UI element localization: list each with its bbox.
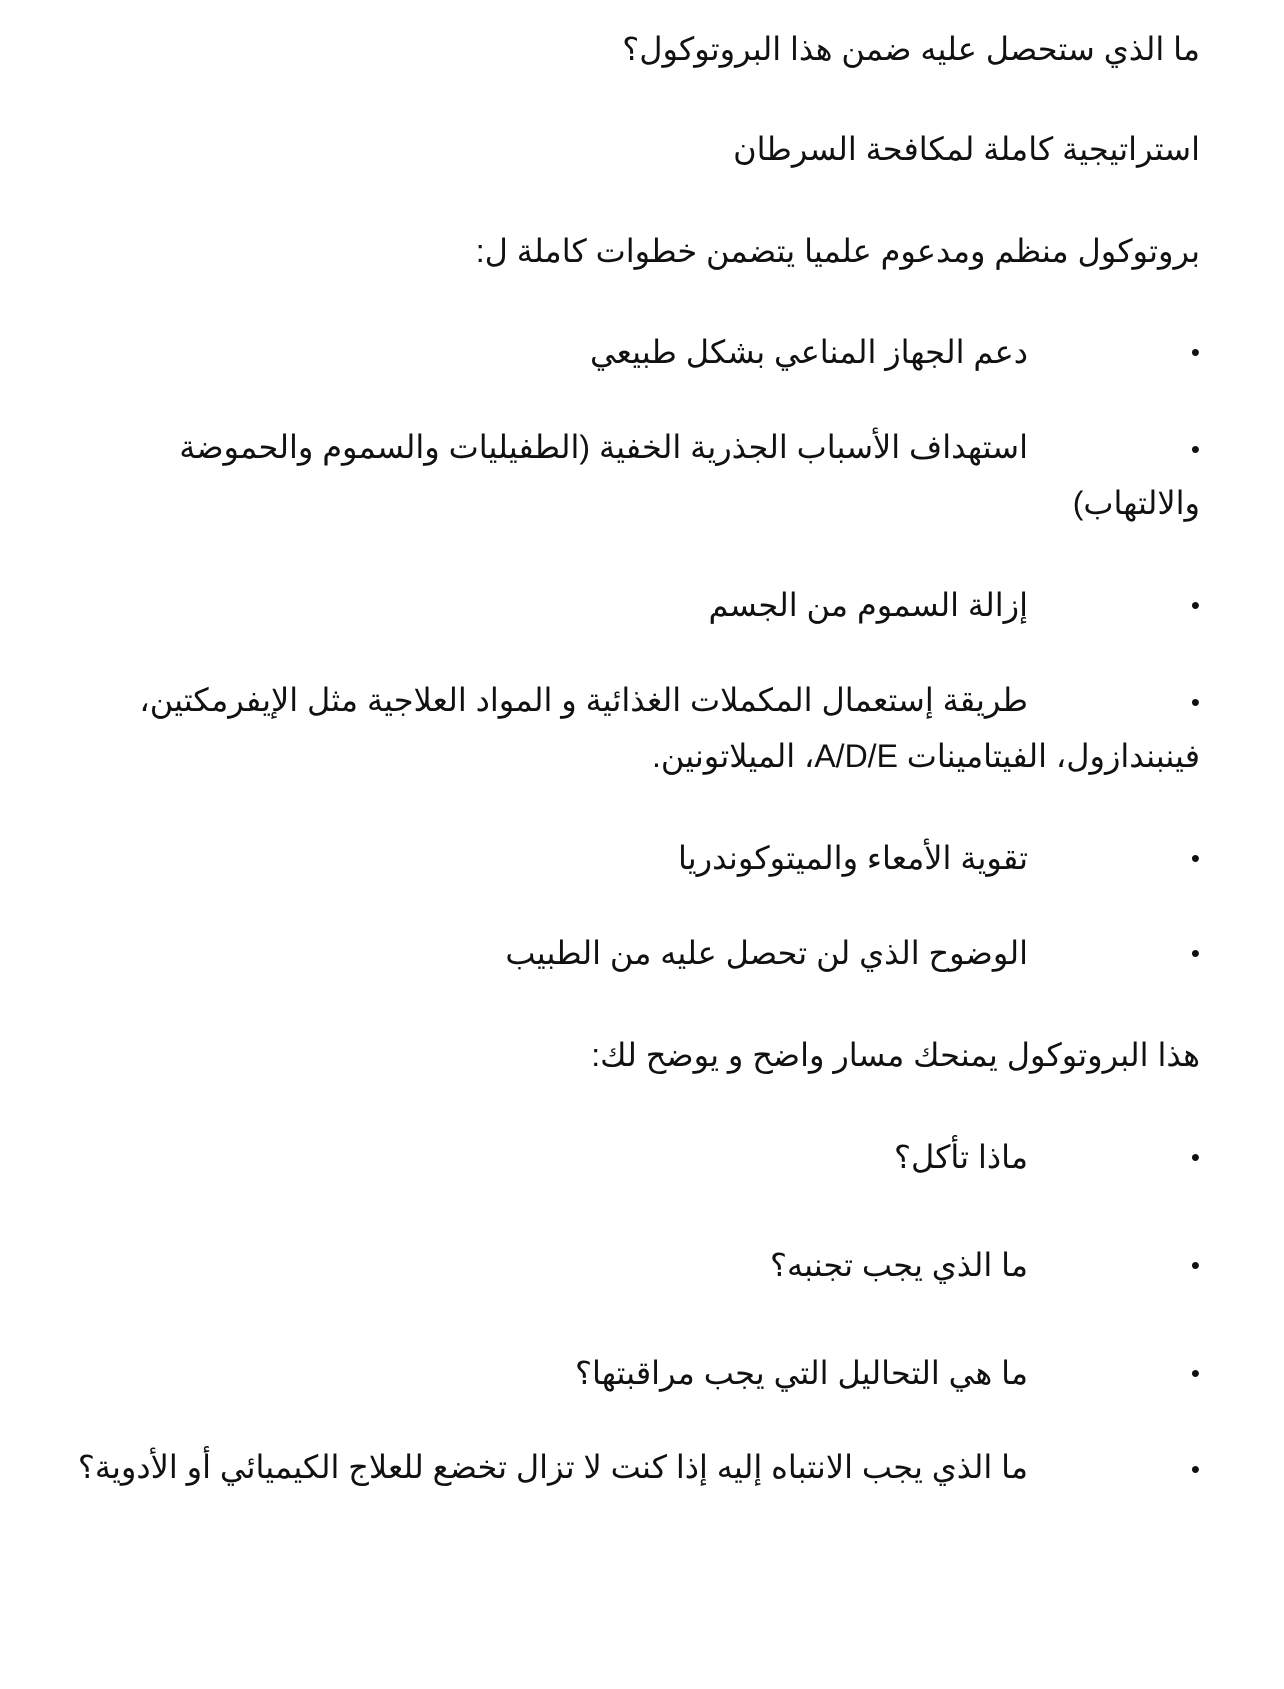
question-item [70,1346,1200,1400]
step-text: دعم الجهاز المناعي بشكل طبيعي [589,334,1028,370]
question-text: ماذا تأكل؟ [893,1139,1028,1175]
intro-paragraph: بروتوكول منظم ومدعوم علميا يتضمن خطوات كاملة ل: [475,233,1200,269]
bullet-icon: • [1190,1142,1200,1172]
clarify-intro: هذا البروتوكول يمنحك مسار واضح و يوضح لك: [591,1037,1200,1073]
question-text: ما الذي يجب الانتباه إليه إذا كنت لا تزال تخضع للعلاج الكيميائي أو الأدوية؟ [77,1449,1028,1485]
step-text: إزالة السموم من الجسم [708,587,1028,623]
question-text: ما الذي يجب تجنبه؟ [769,1247,1028,1283]
step-item [70,420,1200,530]
bullet-icon: • [1190,843,1200,873]
bullet-icon: • [1190,337,1200,367]
step-item [70,578,1200,632]
bullet-icon: • [1190,590,1200,620]
question-item [70,1130,1200,1184]
bullet-icon: • [1190,1358,1200,1388]
step-text: استهداف الأسباب الجذرية الخفية (الطفيليات والسموم والحموضة والالتهاب) [179,429,1200,521]
question-item [70,1440,1200,1496]
step-item [70,325,1200,379]
question-text: ما هي التحاليل التي يجب مراقبتها؟ [575,1355,1028,1391]
bullet-icon: • [1190,1250,1200,1280]
step-item [70,926,1200,980]
question-item [70,1238,1200,1292]
step-item [70,673,1200,783]
step-text: تقوية الأمعاء والميتوكوندريا [678,840,1028,876]
step-text: طريقة إستعمال المكملات الغذائية و المواد العلاجية مثل الإيفرمكتين، فينبندازول، الفيتامينات A/D/E، الميلاتونين. [139,682,1200,774]
subtitle: استراتيجية كاملة لمكافحة السرطان [733,131,1200,167]
bullet-icon: • [1190,1454,1200,1484]
step-item [70,831,1200,885]
bullet-icon: • [1190,434,1200,464]
step-text: الوضوح الذي لن تحصل عليه من الطبيب [505,935,1028,971]
bullet-icon: • [1190,687,1200,717]
section-heading: ما الذي ستحصل عليه ضمن هذا البروتوكول؟ [622,31,1200,67]
bullet-icon: • [1190,938,1200,968]
